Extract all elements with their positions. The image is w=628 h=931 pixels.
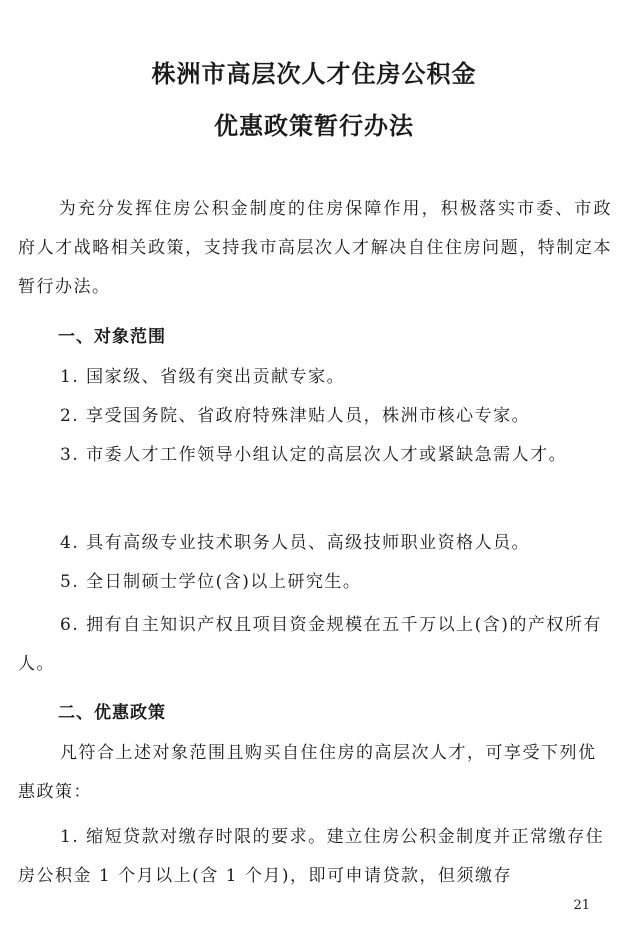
section1-heading: 一、对象范围 xyxy=(58,327,166,347)
intro-paragraph: 为充分发挥住房公积金制度的住房保障作用，积极落实市委、市政府人才战略相关政策，支持我市高层次人才解决自住住房问题，特制定本暂行办法。 xyxy=(18,199,612,297)
section1-item-6: 6. 拥有自主知识产权且项目资金规模在五千万以上(含)的产权所有人。 xyxy=(18,615,602,674)
page-number: 21 xyxy=(573,898,590,913)
section1-item-1: 1. 国家级、省级有突出贡献专家。 xyxy=(60,367,346,387)
section2-item-1: 1. 缩短贷款对缴存时限的要求。建立住房公积金制度并正常缴存住房公积金 1 个月以上(含 1 个月)，即可申请贷款，但须缴存 xyxy=(18,827,605,886)
section1-item-3: 3. 市委人才工作领导小组认定的高层次人才或紧缺急需人才。 xyxy=(60,445,568,465)
section1-item-5: 5. 全日制硕士学位(含)以上研究生。 xyxy=(60,572,362,592)
section1-item-4: 4. 具有高级专业技术职务人员、高级技师职业资格人员。 xyxy=(60,533,531,553)
section2-intro: 凡符合上述对象范围且购买自住住房的高层次人才，可享受下列优惠政策： xyxy=(18,743,597,802)
section2-heading: 二、优惠政策 xyxy=(58,703,166,723)
section1-item-2: 2. 享受国务院、省政府特殊津贴人员，株洲市核心专家。 xyxy=(60,406,531,426)
document-title-line1: 株洲市高层次人才住房公积金 xyxy=(151,60,477,88)
document-title-line2: 优惠政策暂行办法 xyxy=(214,112,414,140)
